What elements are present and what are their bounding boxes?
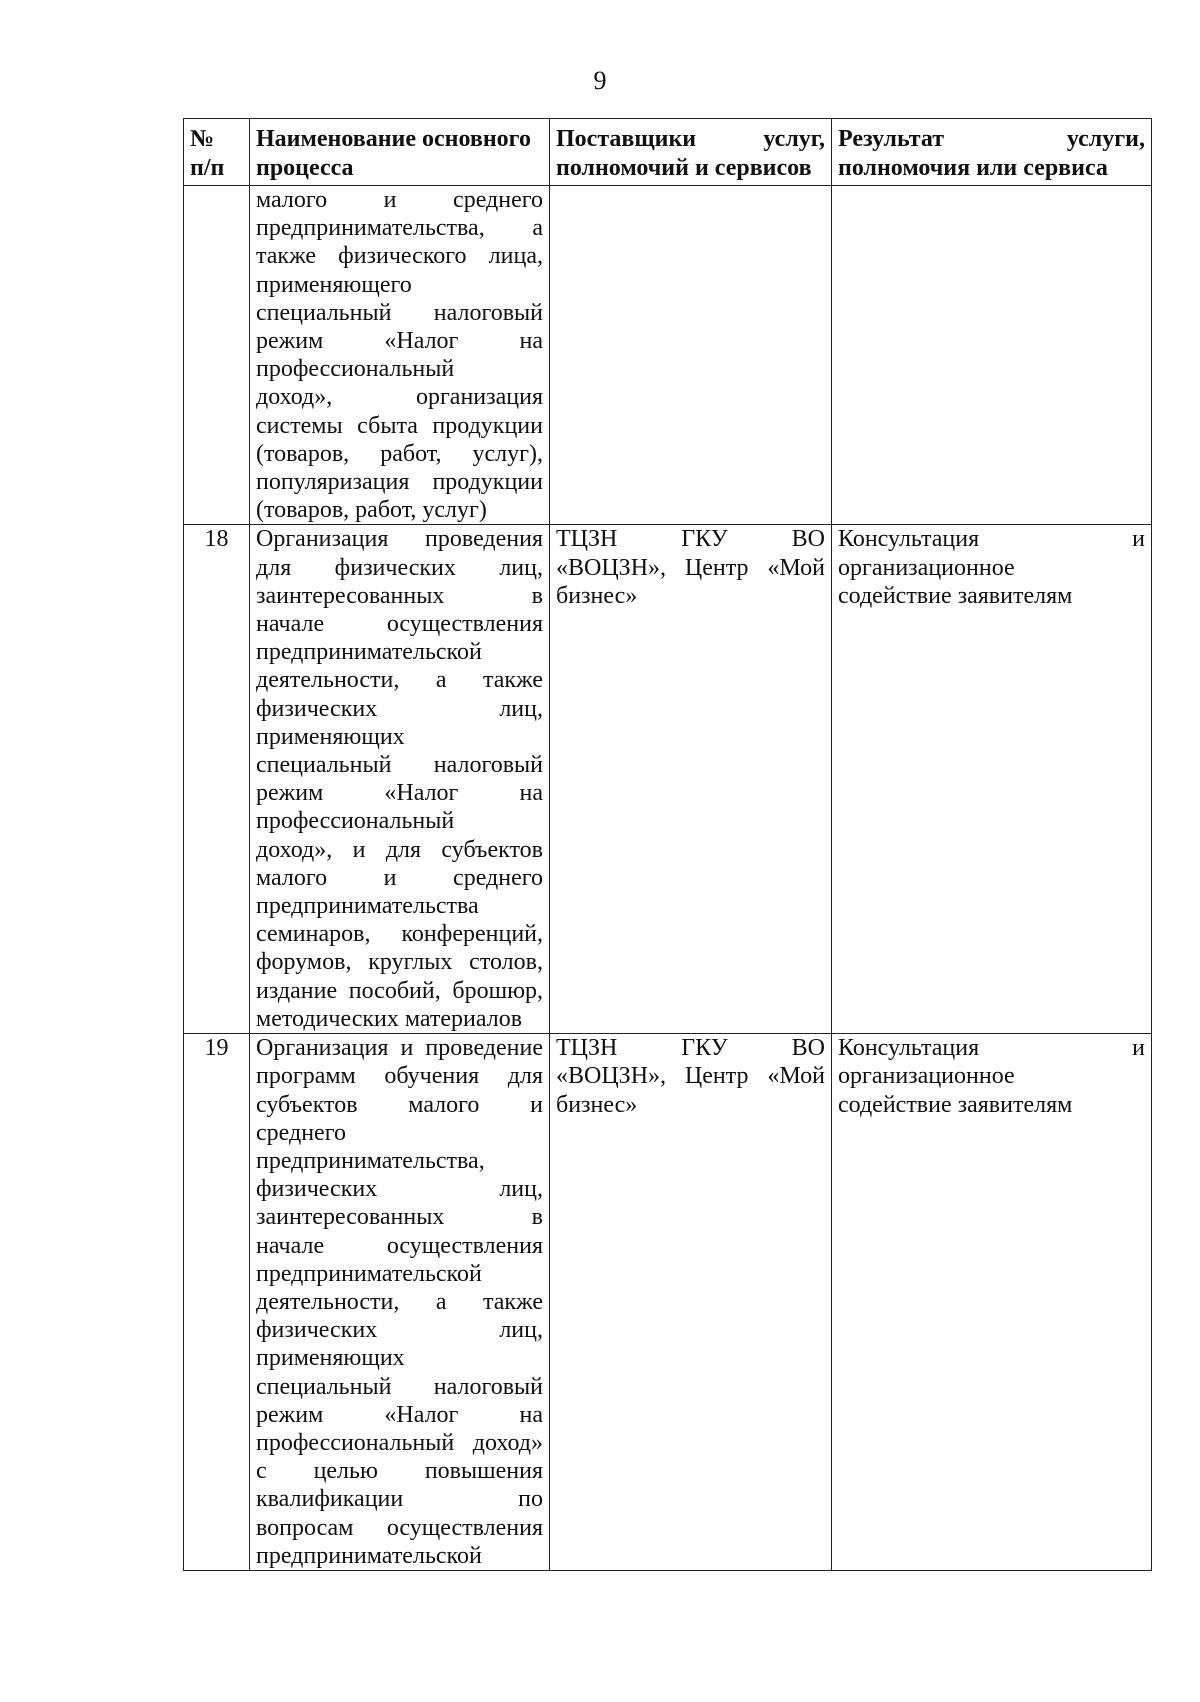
row-number-cell: 19 (184, 1034, 250, 1571)
cell-text-line: (товаров, работ, услуг) (256, 497, 487, 524)
cell-text-line: Организация проведения (256, 526, 543, 553)
cell-text-line: Консультация и (838, 1035, 1145, 1062)
cell-text-line: популяризация продукции (256, 469, 543, 496)
cell-text-line: применяющего (256, 271, 412, 298)
cell-text-line: организационное (838, 1063, 1015, 1090)
result-cell (832, 186, 1152, 525)
cell-text-line: также физического лица, (256, 243, 543, 270)
cell-text-line: (товаров, работ, услуг), (256, 440, 543, 467)
cell-text-line: специальный налоговый (256, 1373, 543, 1400)
table-header-row (184, 119, 1152, 186)
cell-text-line: начале осуществления (256, 611, 543, 638)
cell-text-line: физических лиц, (256, 1317, 543, 1344)
cell-text-line: начале осуществления (256, 1232, 543, 1259)
cell-text-line: семинаров, конференций, (256, 921, 543, 948)
cell-text-line: деятельности, а также (256, 667, 543, 694)
cell-text-line: физических лиц, (256, 1176, 543, 1203)
result-cell (832, 525, 1152, 1034)
cell-text-line: малого и среднего (256, 187, 543, 213)
cell-text-line: предпринимательства (256, 893, 479, 920)
cell-text-line: методических материалов (256, 1005, 523, 1032)
cell-text-line: предпринимательства, а (256, 215, 543, 242)
cell-text-line: бизнес» (556, 1091, 638, 1118)
cell-text-line: ТЦЗН ГКУ ВО (556, 526, 825, 553)
page-number: 9 (593, 66, 607, 95)
process-cell (250, 186, 550, 525)
cell-text-line: «ВОЦЗН», Центр «Мой (556, 1063, 825, 1090)
cell-text-line: деятельности, а также (256, 1288, 543, 1315)
cell-text-line: профессиональный (256, 808, 455, 835)
cell-text-line: «ВОЦЗН», Центр «Мой (556, 554, 825, 581)
cell-text-line: вопросам осуществления (256, 1514, 543, 1541)
cell-text-line: содействие заявителям (838, 1091, 1073, 1118)
cell-text-line: профессиональный доход» (256, 1429, 543, 1456)
cell-text-line: режим «Налог на (256, 780, 543, 807)
cell-text-line: доход», и для субъектов (256, 836, 543, 863)
cell-text-line: малого и среднего (256, 864, 543, 891)
header-providers (550, 119, 832, 186)
header-process-line: процесса (256, 155, 354, 181)
process-cell (250, 525, 550, 1034)
cell-text-line: заинтересованных в (256, 582, 543, 609)
table-row (184, 525, 1152, 1034)
header-providers-line: Поставщики услуг, (556, 126, 825, 152)
cell-text-line: содействие заявителям (838, 582, 1073, 609)
header-result-line: Результат услуги, (838, 126, 1145, 152)
cell-text-line: физических лиц, (256, 695, 543, 722)
process-cell (250, 1034, 550, 1571)
cell-text-line: системы сбыта продукции (256, 412, 543, 439)
row-number-cell: 18 (184, 525, 250, 1034)
cell-text-line: субъектов малого и (256, 1091, 543, 1118)
cell-text-line: Консультация и (838, 526, 1145, 553)
cell-text-line: ТЦЗН ГКУ ВО (556, 1035, 825, 1062)
cell-text-line: с целью повышения (256, 1458, 543, 1485)
cell-text-line: Организация и проведение (256, 1035, 543, 1062)
result-cell (832, 1034, 1152, 1571)
table-row (184, 186, 1152, 525)
cell-text-line: квалификации по (256, 1486, 543, 1513)
row-number-cell (184, 186, 250, 525)
cell-text-line: специальный налоговый (256, 752, 543, 779)
cell-text-line: для физических лиц, (256, 554, 543, 581)
cell-text-line: предпринимательской (256, 639, 482, 666)
providers-cell (550, 186, 832, 525)
cell-text-line: профессиональный (256, 356, 455, 383)
header-num-line: п/п (190, 155, 225, 181)
cell-text-line: доход», организация (256, 384, 543, 411)
header-num-line: № (190, 126, 215, 152)
providers-cell (550, 525, 832, 1034)
process-table (183, 118, 1152, 1571)
cell-text-line: предпринимательской (256, 1260, 482, 1287)
header-process-line: Наименование основного (256, 126, 531, 152)
header-providers-line: полномочий и сервисов (556, 155, 812, 181)
cell-text-line: предпринимательства, (256, 1147, 485, 1174)
cell-text-line: заинтересованных в (256, 1204, 543, 1231)
providers-cell (550, 1034, 832, 1571)
header-process (250, 119, 550, 186)
cell-text-line: форумов, круглых столов, (256, 949, 543, 976)
cell-text-line: среднего (256, 1119, 346, 1146)
header-result-line: полномочия или сервиса (838, 155, 1108, 181)
header-num (184, 119, 250, 186)
cell-text-line: бизнес» (556, 582, 638, 609)
cell-text-line: программ обучения для (256, 1063, 543, 1090)
cell-text-line: издание пособий, брошюр, (256, 977, 543, 1004)
cell-text-line: применяющих (256, 1345, 405, 1372)
cell-text-line: организационное (838, 554, 1015, 581)
cell-text-line: предпринимательской (256, 1542, 482, 1569)
cell-text-line: режим «Налог на (256, 328, 543, 355)
cell-text-line: специальный налоговый (256, 299, 543, 326)
header-result (832, 119, 1152, 186)
cell-text-line: применяющих (256, 723, 405, 750)
table-row (184, 1034, 1152, 1571)
cell-text-line: режим «Налог на (256, 1401, 543, 1428)
